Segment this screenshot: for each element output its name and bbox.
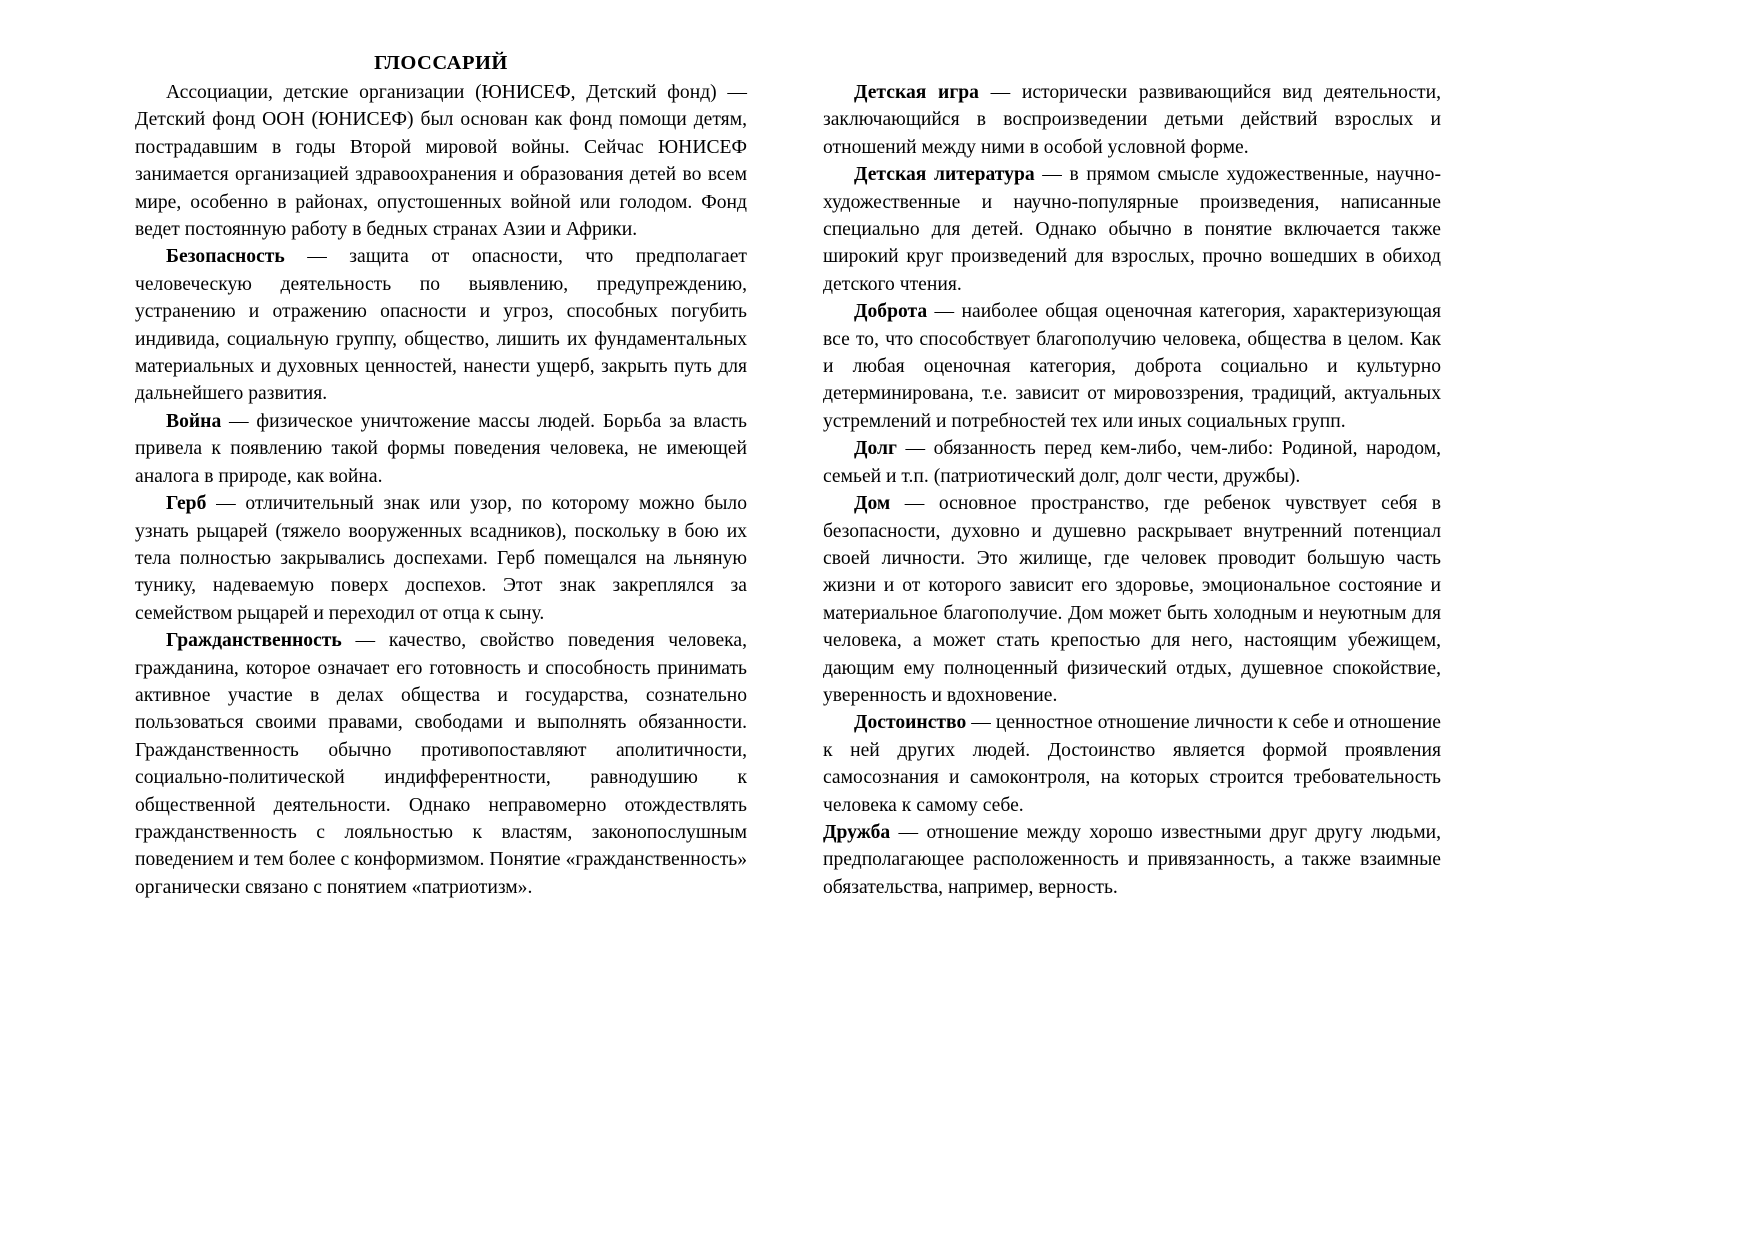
right-column [823, 52, 1441, 901]
glossary-entry [823, 161, 1441, 298]
glossary-entry [135, 627, 747, 901]
glossary-definition: — в прямом смысле художественные, научно-художественные и научно-популярные произведения, написанные специально для детей. Однако обычно в понятие включается также широкий круг произведений для взрослых, прочно вошедших в обиход детского чтения. [823, 164, 1441, 295]
glossary-term: Долг [854, 438, 897, 460]
left-column [135, 52, 747, 901]
glossary-entry [135, 79, 747, 243]
glossary-term: Достоинство [854, 712, 967, 734]
glossary-definition: — ценностное отношение личности к себе и отношение к ней других людей. Достоинство является формой проявления самосознания и самоконтроля, на которых строится требовательность человека к самому себе. [823, 712, 1441, 816]
glossary-term: Детская игра [854, 82, 979, 103]
glossary-term: Дружба [823, 821, 891, 843]
glossary-entry [135, 243, 747, 407]
glossary-entry [135, 408, 747, 490]
glossary-entry [823, 298, 1441, 435]
glossary-entry [135, 490, 747, 627]
glossary-definition: — отношение между хорошо известными друг другу людьми, предполагающее расположенность и привязанность, а также взаимные обязательства, например, верность. [823, 821, 1441, 898]
glossary-entry [823, 490, 1441, 709]
page-title: ГЛОССАРИЙ [374, 52, 508, 74]
glossary-term: Война [166, 410, 222, 432]
glossary-definition: Ассоциации, детские организации (ЮНИСЕФ, Детский фонд) — Детский фонд ООН (ЮНИСЕФ) был основан как фонд помощи детям, пострадавшим в годы Второй мировой войны. Сейчас ЮНИСЕФ занимается организацией здравоохранения и образования детей во всем мире, особенно в районах, опустошенных войной или голодом. Фонд ведет постоянную работу в бедных странах Азии и Африки. [135, 82, 747, 241]
glossary-definition: — наиболее общая оценочная категория, характеризующая все то, что способствует благополучию человека, общества в целом. Как и любая оценочная категория, доброта социально и культурно детерминирована, т.е. зависит от мировоззрения, традиций, актуальных устремлений и потребностей тех или иных социальных групп. [823, 301, 1441, 432]
glossary-term: Безопасность [166, 246, 285, 268]
glossary-definition: — защита от опасности, что предполагает человеческую деятельность по выявлению, предупреждению, устранению и отражению опасности и угроз, способных погубить индивида, социальную группу, общество, лишить их фундаментальных материальных и духовных ценностей, нанести ущерб, закрыть путь для дальнейшего развития. [135, 246, 747, 405]
glossary-definition: — физическое уничтожение массы людей. Борьба за власть привела к появлению такой формы поведения человека, не имеющей аналога в природе, как война. [135, 410, 747, 487]
glossary-definition: — обязанность перед кем-либо, чем-либо: Родиной, народом, семьей и т.п. (патриотический долг, долг чести, дружбы). [823, 438, 1441, 487]
glossary-definition: — качество, свойство поведения человека, гражданина, которое означает его готовность и способность принимать активное участие в делах общества и государства, сознательно пользоваться своими правами, свободами и выполнять обязанности. Гражданственность обычно противопоставляют аполитичности, социально-политической индифферентности, равнодушию к общественной деятельности. Однако неправомерно отождествлять гражданственность с лояльностью к властям, законопослушным поведением и тем более с конформизмом. Понятие «гражданственность» органически связано с понятием «патриотизм». [135, 630, 747, 898]
glossary-definition: — исторически развивающийся вид деятельности, заключающийся в воспроизведении детьми действий взрослых и отношений между ними в особой условной форме. [823, 82, 1441, 158]
glossary-term: Доброта [854, 301, 928, 323]
glossary-term: Гражданственность [166, 630, 342, 652]
glossary-entry [823, 819, 1441, 901]
two-column-layout [135, 52, 1753, 901]
glossary-entry [823, 709, 1441, 819]
glossary-term: Герб [166, 493, 207, 515]
glossary-entry [823, 435, 1441, 490]
glossary-term: Детская литература [854, 164, 1035, 186]
glossary-term: Дом [854, 493, 891, 515]
glossary-definition: — отличительный знак или узор, по которому можно было узнать рыцарей (тяжело вооруженных всадников), поскольку в бою их тела полностью закрывались доспехами. Герб помещался на льняную тунику, надеваемую поверх доспехов. Этот знак закреплялся за семейством рыцарей и переходил от отца к сыну. [135, 493, 747, 624]
glossary-entry [823, 79, 1441, 161]
glossary-definition: — основное пространство, где ребенок чувствует себя в безопасности, духовно и душевно раскрывает внутренний потенциал своей личности. Это жилище, где человек проводит большую часть жизни и от которого зависит его здоровье, эмоциональное состояние и материальное благополучие. Дом может быть холодным и неуютным для человека, а может стать крепостью для него, настоящим убежищем, дающим ему полноценный физический отдых, душевное спокойствие, уверенность и вдохновение. [823, 493, 1441, 706]
